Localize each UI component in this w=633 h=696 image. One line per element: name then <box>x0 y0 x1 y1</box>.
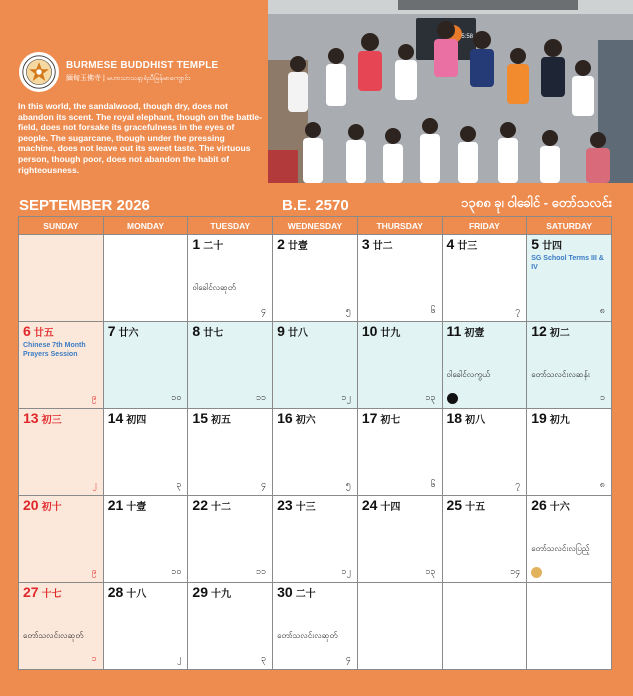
myanmar-lunar-day: ၈ <box>599 305 605 315</box>
day-number-value: 22 <box>192 497 208 513</box>
myanmar-lunar-day: ၁၂ <box>341 392 351 402</box>
weekday-header: MONDAY <box>103 217 188 235</box>
myanmar-month-note: ဝါခေါင်လဆုတ် <box>192 283 236 292</box>
day-number-value: 16 <box>277 410 293 426</box>
day-number <box>277 497 316 513</box>
day-number-value: 11 <box>446 323 462 339</box>
chinese-lunar-date: 廿七 <box>203 328 224 339</box>
chinese-lunar-date: 初五 <box>210 415 231 426</box>
weekday-header: THURSDAY <box>357 217 442 235</box>
day-cell[interactable] <box>357 583 442 670</box>
day-cell[interactable] <box>188 409 273 496</box>
weekday-header: TUESDAY <box>188 217 273 235</box>
chinese-lunar-date: 廿二 <box>372 241 393 252</box>
chinese-lunar-date: 廿五 <box>33 328 54 339</box>
day-number-value: 7 <box>107 323 116 339</box>
day-number <box>108 410 147 426</box>
myanmar-lunar-day: ၁၄ <box>510 566 521 576</box>
day-cell[interactable] <box>103 322 188 409</box>
day-number-value: 24 <box>361 497 378 513</box>
week-row <box>19 322 612 409</box>
chinese-lunar-date: 初四 <box>126 415 147 426</box>
day-number-value: 13 <box>23 410 39 426</box>
day-cell[interactable] <box>103 409 188 496</box>
day-number <box>192 584 231 600</box>
day-cell[interactable] <box>19 583 104 670</box>
day-number-value: 27 <box>23 584 39 600</box>
day-cell[interactable] <box>527 496 612 583</box>
day-cell[interactable] <box>273 322 358 409</box>
calendar-grid <box>18 216 612 670</box>
day-cell[interactable] <box>527 322 612 409</box>
day-number <box>192 236 223 252</box>
chinese-lunar-date: 十壹 <box>126 502 147 513</box>
chinese-lunar-date: 初三 <box>41 415 62 426</box>
day-cell[interactable] <box>442 496 527 583</box>
day-number-value: 2 <box>277 236 285 252</box>
chinese-lunar-date: 十四 <box>380 502 401 513</box>
day-cell[interactable] <box>19 235 104 322</box>
week-row <box>19 496 612 583</box>
weekday-header: SATURDAY <box>527 217 612 235</box>
day-number-value: 4 <box>446 236 455 252</box>
chinese-lunar-date: 廿八 <box>287 328 308 339</box>
day-cell[interactable] <box>273 409 358 496</box>
day-number <box>277 410 316 426</box>
day-number-value: 5 <box>531 236 540 252</box>
chinese-lunar-date: 廿六 <box>118 328 139 339</box>
myanmar-month-note: တော်သလင်းလဆုတ် <box>277 631 338 640</box>
day-number-value: 28 <box>107 584 124 600</box>
myanmar-lunar-day: ၃ <box>176 479 182 489</box>
chinese-lunar-date: 廿三 <box>457 241 478 252</box>
day-cell[interactable] <box>188 496 273 583</box>
day-number-value: 20 <box>23 497 39 513</box>
day-number <box>362 497 401 513</box>
day-number-value: 26 <box>531 497 547 513</box>
chinese-lunar-date: 初壹 <box>464 328 485 339</box>
weekday-header: SUNDAY <box>19 217 104 235</box>
myanmar-lunar-day: ၁၁ <box>255 566 267 576</box>
calendar-body <box>19 235 612 670</box>
day-number <box>192 497 231 513</box>
day-number <box>531 236 562 252</box>
day-number <box>447 323 485 339</box>
day-cell[interactable] <box>188 583 273 670</box>
day-number <box>277 236 308 252</box>
day-cell[interactable] <box>527 235 612 322</box>
myanmar-lunar-day: ၉ <box>91 566 97 576</box>
day-cell[interactable] <box>357 496 442 583</box>
myanmar-lunar-day: ၂ <box>176 653 182 663</box>
day-cell[interactable] <box>527 583 612 670</box>
day-number-value: 3 <box>361 236 370 252</box>
day-number-value: 12 <box>531 323 547 339</box>
day-cell[interactable] <box>442 322 527 409</box>
day-number <box>277 584 316 600</box>
day-cell[interactable] <box>103 235 188 322</box>
myanmar-lunar-day: ၁၃ <box>425 392 436 402</box>
myanmar-lunar-day: ၅ <box>345 305 351 315</box>
myanmar-month-note: တော်သလင်းလဆန်း <box>531 370 590 379</box>
day-number-value: 30 <box>277 584 293 600</box>
myanmar-month-note: ဝါခေါင်လကွယ် <box>446 370 490 379</box>
day-number <box>362 410 401 426</box>
chinese-lunar-date: 十三 <box>295 502 316 513</box>
day-number <box>108 584 147 600</box>
day-cell[interactable] <box>19 496 104 583</box>
day-number-value: 8 <box>192 323 201 339</box>
day-number <box>447 410 486 426</box>
myanmar-lunar-day: ၁ <box>599 392 605 402</box>
temple-logo <box>19 52 59 92</box>
chinese-lunar-date: 初七 <box>380 415 401 426</box>
myanmar-lunar-day: ၁၀ <box>171 392 182 402</box>
event-note: Chinese 7th Month Prayers Session <box>23 342 86 358</box>
photo-badge: 5:58 <box>461 34 473 40</box>
myanmar-lunar-day: ၄ <box>345 653 351 663</box>
myanmar-lunar-day: ၁၀ <box>171 566 182 576</box>
header-left <box>0 0 268 183</box>
day-number-value: 1 <box>192 236 201 252</box>
day-cell[interactable] <box>103 583 188 670</box>
day-number <box>447 236 478 252</box>
myanmar-month-title: ၁၃၈၈ ခု၊ ဝါခေါင် - တော်သလင်း <box>461 195 612 210</box>
week-row <box>19 409 612 496</box>
moon-phase-icon <box>447 393 458 404</box>
day-number <box>192 323 223 339</box>
day-cell[interactable] <box>19 409 104 496</box>
day-number <box>362 236 393 252</box>
day-cell[interactable] <box>273 583 358 670</box>
myanmar-lunar-day: ၂ <box>92 479 97 489</box>
day-cell[interactable] <box>442 409 527 496</box>
day-number <box>531 323 570 339</box>
month-title: SEPTEMBER 2026 <box>19 197 150 214</box>
chinese-lunar-date: 廿九 <box>380 328 401 339</box>
day-cell[interactable] <box>357 235 442 322</box>
day-cell[interactable] <box>442 235 527 322</box>
chinese-lunar-date: 十七 <box>41 589 62 600</box>
chinese-lunar-date: 二十 <box>203 241 224 252</box>
day-cell[interactable] <box>188 235 273 322</box>
day-number-value: 19 <box>531 410 547 426</box>
chinese-lunar-date: 十九 <box>210 589 231 600</box>
day-cell[interactable] <box>527 409 612 496</box>
day-number-value: 14 <box>107 410 124 426</box>
chinese-lunar-date: 初十 <box>41 502 62 513</box>
chinese-lunar-date: 二十 <box>295 589 316 600</box>
chinese-lunar-date: 廿四 <box>542 241 563 252</box>
day-number <box>531 410 570 426</box>
day-number-value: 23 <box>277 497 293 513</box>
day-number <box>362 323 401 339</box>
day-cell[interactable] <box>357 409 442 496</box>
event-note: SG School Terms III & IV <box>531 255 604 271</box>
myanmar-lunar-day: ၁ <box>91 653 97 663</box>
chinese-lunar-date: 初八 <box>465 415 486 426</box>
myanmar-lunar-day: ၄ <box>261 305 267 315</box>
myanmar-lunar-day: ၈ <box>599 479 605 489</box>
temple-logo-icon <box>21 54 57 90</box>
day-cell[interactable] <box>103 496 188 583</box>
day-number-value: 6 <box>23 323 31 339</box>
myanmar-lunar-day: ၆ <box>430 305 436 315</box>
day-number-value: 9 <box>277 323 285 339</box>
chinese-lunar-date: 十五 <box>465 502 486 513</box>
day-number <box>108 497 147 513</box>
day-number-value: 21 <box>107 497 124 513</box>
chinese-lunar-date: 十二 <box>210 502 231 513</box>
day-number <box>108 323 139 339</box>
week-row <box>19 583 612 670</box>
moon-phase-icon <box>531 567 542 578</box>
weekday-header-row <box>19 217 612 235</box>
myanmar-month-note: တော်သလင်းလပြည့် <box>531 544 590 553</box>
myanmar-month-note: တော်သလင်းလဆုတ် <box>23 631 84 640</box>
week-row <box>19 235 612 322</box>
day-number <box>277 323 308 339</box>
day-number <box>531 497 570 513</box>
day-number <box>192 410 231 426</box>
myanmar-lunar-day: ၆ <box>430 479 436 489</box>
myanmar-lunar-day: ၁၂ <box>341 566 351 576</box>
day-cell[interactable] <box>188 322 273 409</box>
day-number <box>23 410 62 426</box>
day-number-value: 25 <box>446 497 463 513</box>
day-cell[interactable] <box>273 496 358 583</box>
day-number <box>23 584 62 600</box>
org-name: BURMESE BUDDHIST TEMPLE <box>66 60 219 71</box>
day-number-value: 29 <box>192 584 208 600</box>
myanmar-lunar-day: ၃ <box>261 653 267 663</box>
chinese-lunar-date: 十六 <box>549 502 570 513</box>
myanmar-lunar-day: ၅ <box>345 479 351 489</box>
myanmar-lunar-day: ၇ <box>515 479 521 489</box>
day-number-value: 15 <box>192 410 208 426</box>
day-cell[interactable] <box>357 322 442 409</box>
chinese-lunar-date: 初六 <box>295 415 316 426</box>
buddhist-era-title: B.E. 2570 <box>282 197 349 214</box>
weekday-header: FRIDAY <box>442 217 527 235</box>
day-cell[interactable] <box>19 322 104 409</box>
myanmar-lunar-day: ၄ <box>261 479 267 489</box>
weekday-header: WEDNESDAY <box>273 217 358 235</box>
day-number-value: 10 <box>361 323 378 339</box>
org-subtitle: 緬甸玉佛寺 | မဟာသာသနာ့ရံသီမြန်မာကျောင်း <box>66 75 191 82</box>
myanmar-lunar-day: ၇ <box>515 305 521 315</box>
group-photo <box>268 0 633 183</box>
chinese-lunar-date: 初九 <box>549 415 570 426</box>
quote-text: In this world, the sandalwood, though dry, does not abandon its scent. The royal elephant, though on the battle-field, does not forsake its gracefulness in the eyes of people. The sugarcane, though under the pressing machine, does not leave out its sweet taste. The virtuous person, though poor, does not abandon the habit of righteousness. <box>18 101 262 175</box>
myanmar-lunar-day: ၁၁ <box>255 392 267 402</box>
chinese-lunar-date: 廿壹 <box>287 241 308 252</box>
day-cell[interactable] <box>442 583 527 670</box>
day-number <box>23 497 62 513</box>
day-cell[interactable] <box>273 235 358 322</box>
day-number <box>23 323 54 339</box>
myanmar-lunar-day: ၉ <box>91 392 97 402</box>
myanmar-lunar-day: ၁၃ <box>425 566 436 576</box>
day-number-value: 18 <box>446 410 463 426</box>
day-number-value: 17 <box>361 410 378 426</box>
chinese-lunar-date: 十八 <box>126 589 147 600</box>
chinese-lunar-date: 初二 <box>549 328 570 339</box>
day-number <box>447 497 486 513</box>
